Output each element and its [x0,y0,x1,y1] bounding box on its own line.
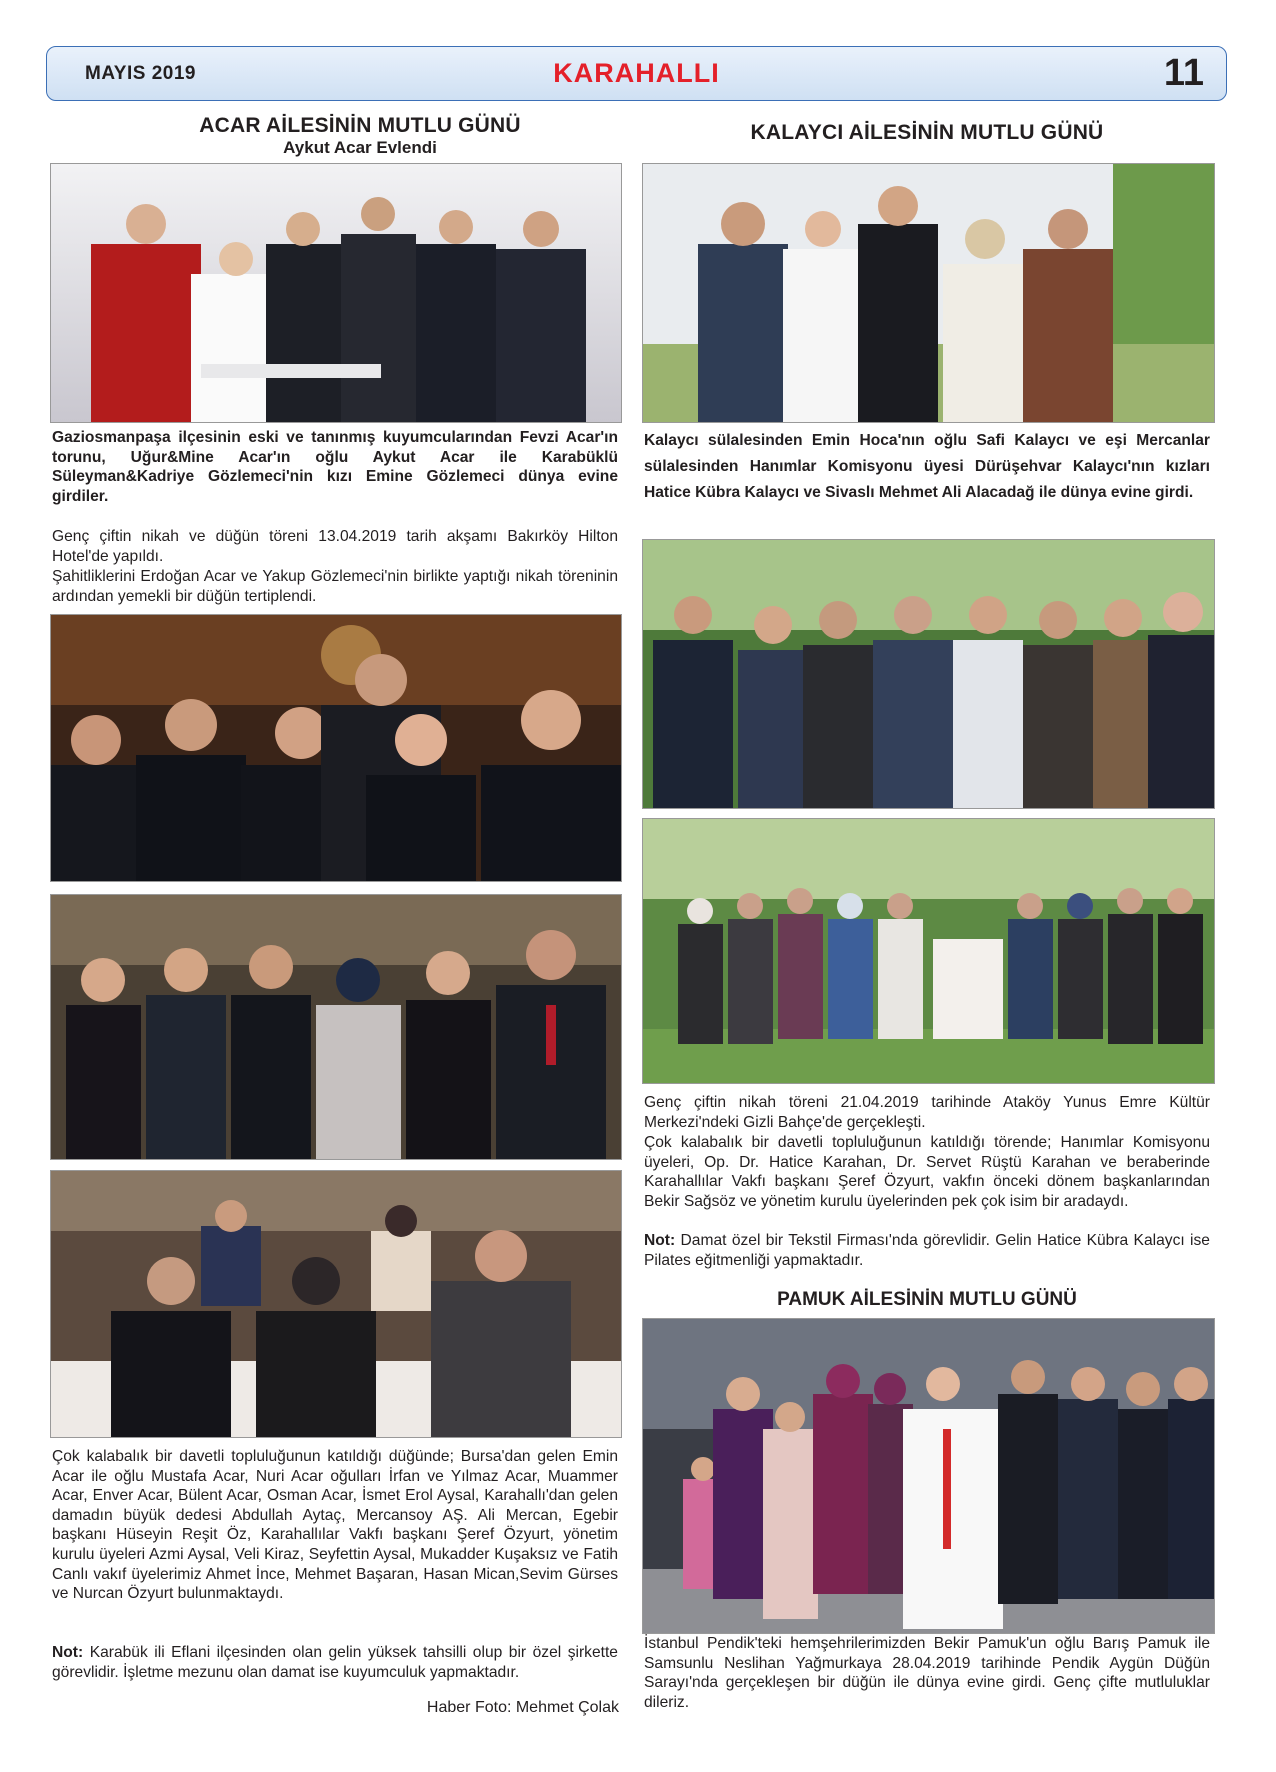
kalayci-body-2: Çok kalabalık bir davetli topluluğunun katıldığı törende; Hanımlar Komisyonu üyeleri, Op. Dr. Hatice Karahan, Dr. Servet Rüştü Karahan ve beraberinde Karahallılar Vakfı başkanı Şeref Özyurt, vakfın önceki dönem başkanlarından Bekir Sağsöz ve yönetim kurulu üyelerinden pek çok isim bir aradaydı. [644,1134,1210,1210]
kalayci-body-1: Genç çiftin nikah töreni 21.04.2019 tarihinde Ataköy Yunus Emre Kültür Merkezi'ndeki Gizli Bahçe'de gerçekleşti. [644,1094,1210,1131]
pamuk-body: İstanbul Pendik'teki hemşehrilerimizden Bekir Pamuk'un oğlu Barış Pamuk ile Samsunlu Neslihan Yağmurkaya 28.04.2019 tarihinde Pendik Aygün Düğün Sarayı'nda gerçekleşen bir düğün ile dünya evine girdi. Genç çifte mutluluklar dileriz. [644,1635,1210,1711]
newspaper-title: KARAHALLI [553,58,720,88]
acar-guests-photo-1 [50,614,622,882]
page-number: 11 [1163,52,1204,94]
issue-date: MAYIS 2019 [85,63,196,84]
acar-subheadline: Aykut Acar Evlendi [283,138,437,157]
kalayci-women-group-photo [642,818,1215,1084]
acar-body-1: Genç çiftin nikah ve düğün töreni 13.04.2019 tarih akşamı Bakırköy Hilton Hotel'de yapıldı. [52,528,618,565]
kalayci-note [644,1231,1210,1270]
kalayci-couple-photo [642,163,1215,423]
acar-intro: Gaziosmanpaşa ilçesinin eski ve tanınmış kuyumcularından Fevzi Acar'ın torunu, Uğur&Mine Acar'ın oğlu Aykut Acar ile Karabüklü Süleyman&Kadriye Gözlemeci'nin kızı Emine Gözlemeci dünya evine girdiler. [52,429,618,505]
pamuk-headline: PAMUK AİLESİNİN MUTLU GÜNÜ [777,1289,1077,1310]
photo-credit: Haber Foto: Mehmet Çolak [426,1699,619,1716]
kalayci-intro: Kalaycı sülalesinden Emin Hoca'nın oğlu Safi Kalaycı ve eşi Mercanlar sülalesinden Hanımlar Komisyonu üyesi Dürüşehvar Kalaycı'nın kızları Hatice Kübra Kalaycı ve Sivaslı Mehmet Ali Alacadağ ile dünya evine girdi. [644,432,1210,501]
pamuk-family-photo [642,1318,1215,1634]
acar-body-2: Şahitliklerini Erdoğan Acar ve Yakup Gözlemeci'nin birlikte yaptığı nikah töreninin ardından yemekli bir düğün tertiplendi. [52,568,618,605]
acar-guests-photo-2 [50,894,622,1160]
acar-guests-photo-3 [50,1170,622,1438]
acar-note-text: Karabük ili Eflani ilçesinden olan gelin yüksek tahsilli olup bir özel şirkette görevlidir. İşletme mezunu olan damat ise kuyumculuk yapmaktadır. [52,1644,618,1681]
kalayci-headline: KALAYCI AİLESİNİN MUTLU GÜNÜ [750,121,1104,144]
acar-note-label: Not: [52,1644,84,1661]
kalayci-note-text: Damat özel bir Tekstil Firması'nda görevlidir. Gelin Hatice Kübra Kalaycı ise Pilates eğitmenliği yapmaktadır. [644,1232,1210,1269]
kalayci-men-group-photo [642,539,1215,809]
acar-guests-text: Çok kalabalık bir davetli topluluğunun katıldığı düğünde; Bursa'dan gelen Emin Acar ile oğlu Mustafa Acar, Nuri Acar oğulları İrfan ve Yılmaz Acar, Muammer Acar, Enver Acar, Bülent Acar, Osman Acar, İsmet Erol Aysal, Karahallı'dan gelen damadın büyük dedesi Abdullah Aytaç, Mercansoy AŞ. Ali Mercan, Egebir başkanı Hüseyin Reşit Öz, Karahallılar Vakfı başkanı Şeref Özyurt, yönetim kurulu üyeleri Azmi Aysal, Veli Kiraz, Seyfettin Aysal, Mukadder Kuşaksız ve Fatih Canlı vakıf üyelerimiz Ahmet İnce, Mehmet Başaran, Hasan Mican,Sevim Gürses ve Nurcan Özyurt bulunmaktaydı. [52,1448,618,1603]
acar-headline: ACAR AİLESİNİN MUTLU GÜNÜ [199,114,521,137]
acar-note [52,1643,618,1682]
acar-wedding-ceremony-photo [50,163,622,423]
page-header [46,46,1227,101]
kalayci-note-label: Not: [644,1232,676,1249]
